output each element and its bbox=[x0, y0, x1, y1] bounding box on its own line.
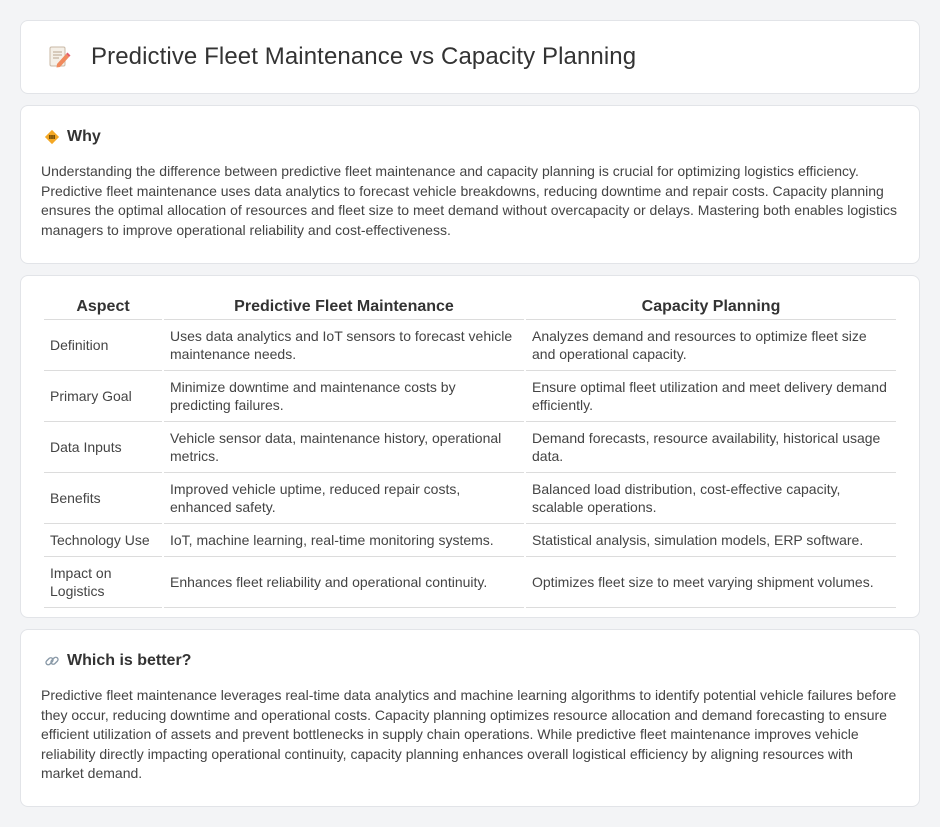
table-row bbox=[44, 557, 896, 608]
aspect-cell: Technology Use bbox=[44, 524, 162, 557]
comparison-table bbox=[42, 294, 898, 608]
better-heading: Which is better? bbox=[67, 652, 192, 669]
table-row bbox=[44, 524, 896, 557]
table-row bbox=[44, 422, 896, 473]
maintenance-cell: Improved vehicle uptime, reduced repair costs, enhanced safety. bbox=[164, 473, 524, 524]
why-paragraph: Understanding the difference between predictive fleet maintenance and capacity planning is crucial for optimizing logistics efficiency. Predictive fleet maintenance uses data analytics to forecast vehicle breakdowns, reducing downtime and repair costs. Capacity planning ensures the optimal allocation of resources and fleet size to meet demand without overcapacity or delays. Mastering both enables logistics managers to improve operational reliability and cost-effectiveness. bbox=[41, 163, 898, 238]
why-heading: Why bbox=[67, 128, 101, 145]
comparison-table-card bbox=[20, 275, 920, 618]
aspect-cell: Impact on Logistics bbox=[44, 557, 162, 608]
memo-pencil-icon bbox=[47, 45, 71, 69]
better-heading-row bbox=[41, 652, 899, 670]
title-card bbox=[20, 20, 920, 94]
page-title: Predictive Fleet Maintenance vs Capacity Planning bbox=[91, 43, 637, 70]
better-paragraph: Predictive fleet maintenance leverages real-time data analytics and machine learning algorithms to identify potential vehicle failures before they occur, reducing downtime and operational costs. Capacity planning optimizes resource allocation and demand forecasting to ensure efficient utilization of assets and prevent bottlenecks in supply chain operations. While predictive fleet maintenance improves vehicle reliability directly impacting operational continuity, capacity planning enhances overall logistical efficiency by aligning resources with market demand. bbox=[41, 687, 897, 781]
capacity-cell: Demand forecasts, resource availability, historical usage data. bbox=[526, 422, 896, 473]
capacity-cell: Ensure optimal fleet utilization and meet delivery demand efficiently. bbox=[526, 371, 896, 422]
link-icon bbox=[43, 652, 61, 670]
why-heading-row bbox=[41, 128, 899, 146]
aspect-cell: Primary Goal bbox=[44, 371, 162, 422]
capacity-cell: Analyzes demand and resources to optimize fleet size and operational capacity. bbox=[526, 320, 896, 371]
maintenance-cell: Vehicle sensor data, maintenance history, operational metrics. bbox=[164, 422, 524, 473]
which-is-better-section bbox=[20, 629, 920, 807]
table-row bbox=[44, 473, 896, 524]
capacity-cell: Optimizes fleet size to meet varying shipment volumes. bbox=[526, 557, 896, 608]
warning-sign-icon bbox=[43, 128, 61, 146]
maintenance-cell: Uses data analytics and IoT sensors to forecast vehicle maintenance needs. bbox=[164, 320, 524, 371]
aspect-cell: Definition bbox=[44, 320, 162, 371]
aspect-cell: Data Inputs bbox=[44, 422, 162, 473]
maintenance-cell: IoT, machine learning, real-time monitoring systems. bbox=[164, 524, 524, 557]
capacity-cell: Statistical analysis, simulation models, ERP software. bbox=[526, 524, 896, 557]
aspect-cell: Benefits bbox=[44, 473, 162, 524]
header-predictive-fleet-maintenance: Predictive Fleet Maintenance bbox=[164, 294, 524, 320]
why-section bbox=[20, 105, 920, 264]
table-row bbox=[44, 320, 896, 371]
header-capacity-planning: Capacity Planning bbox=[526, 294, 896, 320]
capacity-cell: Balanced load distribution, cost-effective capacity, scalable operations. bbox=[526, 473, 896, 524]
maintenance-cell: Minimize downtime and maintenance costs by predicting failures. bbox=[164, 371, 524, 422]
header-aspect: Aspect bbox=[44, 294, 162, 320]
table-row bbox=[44, 371, 896, 422]
maintenance-cell: Enhances fleet reliability and operational continuity. bbox=[164, 557, 524, 608]
table-header-row bbox=[44, 294, 896, 320]
